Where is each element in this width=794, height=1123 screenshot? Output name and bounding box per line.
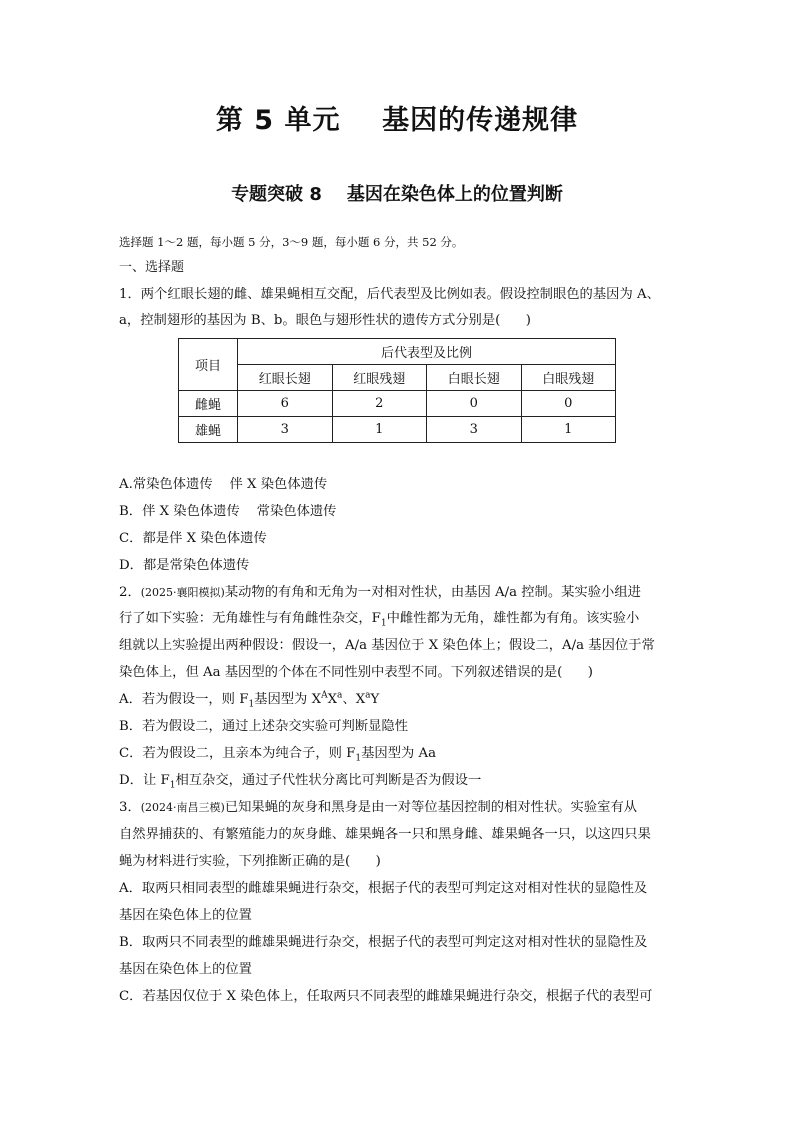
superscript: a [365,690,371,701]
table-corner-cell: 项目 [179,339,238,391]
table-cell: 2 [332,391,427,417]
option-text: C．若为假设二，且亲本为纯合子，则 F [119,746,356,761]
q1-option-b: B．伴 X 染色体遗传 常染色体遗传 [119,504,337,519]
option-text: Y [370,692,380,707]
table-cell: 1 [332,417,427,443]
table-column-header: 红眼残翅 [332,365,427,391]
q1-option-a: A.常染色体遗传 伴 X 染色体遗传 [119,477,328,492]
q3-option-b-line2: 基因在染色体上的位置 [119,962,252,977]
q3-option-a-line1: A．取两只相同表型的雌雄果蝇进行杂交，根据子代的表型可判定这对相对性状的显隐性及 [119,881,648,896]
question-source: (2025·襄阳模拟) [140,586,225,599]
instructions: 选择题 1～2 题，每小题 5 分，3～9 题，每小题 6 分，共 52 分。 [119,235,464,249]
subscript: 1 [355,753,362,764]
q3-stem-line1 [119,799,637,816]
q2-option-a [119,691,379,708]
q3-option-b-line1: B．取两只不同表型的雌雄果蝇进行杂交，根据子代的表型可判定这对相对性状的显隐性及 [119,935,648,950]
question-number: 3． [119,800,141,815]
option-text: 基因型为 X [254,692,322,707]
q2-stem-text: 行了如下实验：无角雄性与有角雌性杂交，F [119,611,381,626]
table-row-label: 雌蝇 [179,391,238,417]
section-heading: 一、选择题 [119,260,185,275]
q1-stem-line1: 1．两个红眼长翅的雌、雄果蝇相互交配，后代表型及比例如表。假设控制眼色的基因为 A、 [119,287,660,302]
table-cell: 3 [427,417,522,443]
q3-stem-text: 已知果蝇的灰身和黑身是由一对等位基因控制的相对性状。实验室有从 [224,800,638,815]
subscript: 1 [380,618,387,629]
superscript: a [337,690,343,701]
q2-option-b: B．若为假设二，通过上述杂交实验可判断显隐性 [119,719,409,734]
topic-title: 专题突破 8 基因在染色体上的位置判断 [231,184,563,205]
superscript: A [321,690,328,701]
q3-stem-line3: 蝇为材料进行实验，下列推断正确的是( ) [119,854,381,869]
q2-stem-line3: 组就以上实验提出两种假设：假设一，A/a 基因位于 X 染色体上；假设二，A/a 基因位于常 [119,638,655,653]
q2-stem-line2 [119,610,639,627]
question-number: 2． [119,585,141,600]
option-text: 相互杂交，通过子代性状分离比可判断是否为假设一 [175,773,482,788]
table-row-label: 雄蝇 [179,417,238,443]
table-cell: 1 [521,417,616,443]
question-source: (2024·南昌三模) [140,801,225,814]
table-column-header: 红眼长翅 [238,365,333,391]
q3-stem-line2: 自然界捕获的、有繁殖能力的灰身雌、雄果蝇各一只和黑身雌、雄果蝇各一只，以这四只果 [119,827,651,842]
table-cell: 3 [238,417,333,443]
table-group-header: 后代表型及比例 [238,339,616,365]
option-text: D．让 F [119,773,170,788]
table-cell: 0 [427,391,522,417]
q3-option-a-line2: 基因在染色体上的位置 [119,908,252,923]
q1-table [178,338,616,443]
option-text: 基因型为 Aa [361,746,437,761]
q1-option-d: D．都是常染色体遗传 [119,558,250,573]
option-text: X [327,692,338,707]
subscript: 1 [248,699,255,710]
subscript: 1 [169,780,176,791]
q1-stem-line2: a，控制翅形的基因为 B、b。眼色与翅形性状的遗传方式分别是( ) [119,313,531,328]
q2-stem-text: 中雌性都为无角，雄性都为有角。该实验小 [386,611,640,626]
table-cell: 0 [521,391,616,417]
q2-stem-line4: 染色体上，但 Aa 基因型的个体在不同性别中表型不同。下列叙述错误的是( ) [119,665,593,680]
table-cell: 6 [238,391,333,417]
q2-option-c [119,745,436,762]
q2-stem-line1 [119,584,641,601]
unit-title: 第 5 单元 基因的传递规律 [215,105,579,136]
q2-stem-text: 某动物的有角和无角为一对相对性状，由基因 A/a 控制。某实验小组进 [224,585,641,600]
option-text: A．若为假设一，则 F [119,692,249,707]
table-column-header: 白眼残翅 [521,365,616,391]
option-text: 、X [342,692,366,707]
q3-option-c-line1: C．若基因仅位于 X 染色体上，任取两只不同表型的雌雄果蝇进行杂交，根据子代的表型可 [119,989,653,1004]
q1-option-c: C．都是伴 X 染色体遗传 [119,531,267,546]
table-row [179,391,616,417]
table-column-header: 白眼长翅 [427,365,522,391]
table-row [179,417,616,443]
q2-option-d [119,772,481,789]
